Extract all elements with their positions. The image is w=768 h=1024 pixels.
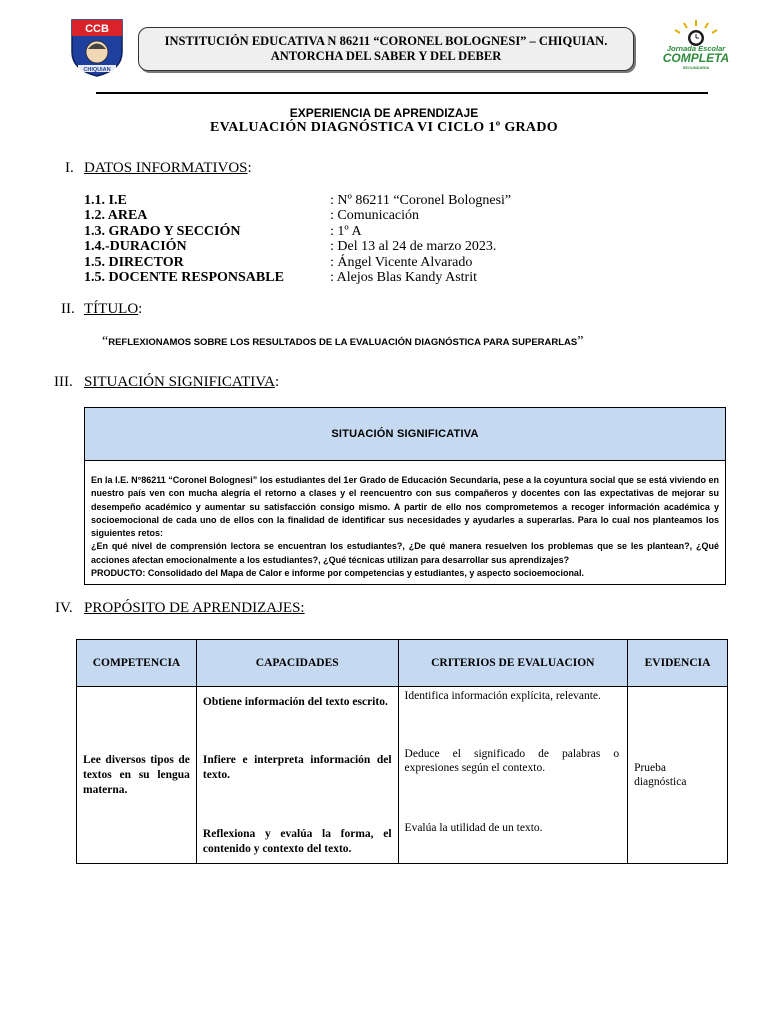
info-label-grado: 1.3. GRADO Y SECCIÓN bbox=[84, 224, 241, 239]
info-label-area: 1.2. AREA bbox=[84, 208, 148, 223]
competencia-text: Lee diversos tipos de textos en su lengua materna. bbox=[83, 753, 190, 796]
info-value-duracion: : Del 13 al 24 de marzo 2023. bbox=[330, 239, 497, 254]
section-titulo bbox=[61, 301, 142, 318]
table-header-row bbox=[77, 640, 728, 687]
header-capacidades: CAPACIDADES bbox=[196, 640, 398, 687]
proposito-table bbox=[76, 639, 728, 864]
section-colon: : bbox=[247, 160, 252, 176]
info-value-docente: : Alejos Blas Kandy Astrit bbox=[330, 270, 477, 285]
situacion-box bbox=[84, 407, 726, 585]
section-title: PROPÓSITO DE APRENDIZAJES: bbox=[84, 600, 305, 616]
experience-label: EXPERIENCIA DE APRENDIZAJE bbox=[289, 106, 479, 120]
info-value-ie: : Nº 86211 “Coronel Bolognesi” bbox=[330, 193, 512, 208]
section-title: DATOS INFORMATIVOS bbox=[84, 160, 248, 176]
situacion-body bbox=[91, 474, 719, 580]
situacion-paragraph: En la I.E. N°86211 “Coronel Bolognesi” los estudiantes del 1er Grado de Educación Secundaria, pese a la coyuntura social que se está viviendo en nuestro país ven con mucha alegría el retorno a clases y el reencuentro con sus compañeros y docentes con las expectativas de mejorar su desempeño académico y aumentar su satisfacción consigo mismo. A partir de ello nos comprometemos a recoger información académica y socioemocional de cada uno de ellos con la finalidad de identificar sus necesidades y ayudarles a superarlas. Para lo cual nos planteamos los siguientes retos: bbox=[91, 475, 719, 539]
capacidad-3: Reflexiona y evalúa la forma, el contenido y contexto del texto. bbox=[202, 828, 392, 855]
section-colon: : bbox=[274, 374, 280, 390]
capacidad-2: Infiere e interpreta información del texto. bbox=[202, 754, 392, 781]
info-value-grado: : 1º A bbox=[330, 224, 362, 239]
section-proposito bbox=[55, 600, 305, 617]
logo-top-text: Jornada Escolar bbox=[666, 44, 726, 53]
header-evidencia: EVIDENCIA bbox=[628, 640, 728, 687]
header-competencia: COMPETENCIA bbox=[77, 640, 197, 687]
situacion-product: PRODUCTO: Consolidado del Mapa de Calor e informe por competencias y estudiantes, y aspecto socioemocional. bbox=[91, 568, 584, 579]
evidencia-cell bbox=[628, 687, 728, 864]
section-number: I. bbox=[65, 160, 74, 176]
titulo-text: REFLEXIONAMOS SOBRE LOS RESULTADOS DE LA EVALUACIÓN DIAGNÓSTICA PARA SUPERARLAS bbox=[108, 337, 578, 348]
section-situacion bbox=[54, 374, 279, 391]
info-value-area: : Comunicación bbox=[330, 208, 420, 223]
experience-title-text bbox=[102, 334, 583, 350]
open-quote: “ bbox=[102, 334, 109, 349]
crest-town: CHIQUIAN bbox=[83, 67, 111, 73]
info-label-director: 1.5. DIRECTOR bbox=[84, 255, 184, 270]
table-row bbox=[77, 687, 728, 864]
section-title: SITUACIÓN SIGNIFICATIVA bbox=[84, 374, 275, 390]
close-quote: ” bbox=[577, 334, 584, 349]
criterios-cell bbox=[398, 687, 628, 864]
logo-sub-text: SECUNDARIA bbox=[682, 65, 710, 70]
header-criterios: CRITERIOS DE EVALUACION bbox=[398, 640, 628, 687]
info-label-duracion: 1.4.-DURACIÓN bbox=[84, 239, 187, 254]
jornada-completa-logo bbox=[658, 18, 734, 74]
school-crest-logo bbox=[68, 16, 126, 78]
evidencia-text: Prueba diagnóstica bbox=[634, 762, 687, 788]
document-title: EVALUACIÓN DIAGNÓSTICA VI CICLO 1º GRADO bbox=[210, 120, 558, 135]
institution-name: INSTITUCIÓN EDUCATIVA N 86211 “CORONEL BOLOGNESI” – CHIQUIAN. bbox=[164, 34, 608, 48]
crest-letters: CCB bbox=[85, 23, 109, 35]
situacion-questions: ¿En qué nivel de comprensión lectora se encuentran los estudiantes?, ¿De qué manera resuelven los problemas que se les plantean?, ¿Qué acciones afectan emocionalmente a los estudiantes?, ¿Qué técnicas utilizan para desarrollar sus aprendizajes? bbox=[91, 541, 719, 565]
capacidades-cell bbox=[196, 687, 398, 864]
section-title: TÍTULO bbox=[84, 301, 139, 317]
situacion-heading: SITUACIÓN SIGNIFICATIVA bbox=[85, 408, 725, 461]
section-number: III. bbox=[54, 374, 73, 390]
info-label-docente: 1.5. DOCENTE RESPONSABLE bbox=[84, 270, 284, 285]
section-datos-informativos bbox=[65, 160, 252, 177]
logo-main-text: COMPLETA bbox=[662, 51, 730, 65]
capacidad-1: Obtiene información del texto escrito. bbox=[202, 696, 388, 708]
criterio-1: Identifica información explícita, relevante. bbox=[404, 690, 601, 702]
info-label-ie: 1.1. I.E bbox=[84, 193, 127, 208]
criterio-2: Deduce el significado de palabras o expresiones según el contexto. bbox=[404, 748, 620, 774]
header-divider bbox=[96, 92, 708, 94]
info-value-director: : Ángel Vicente Alvarado bbox=[330, 255, 473, 270]
section-number: IV. bbox=[55, 600, 73, 616]
section-number: II. bbox=[61, 301, 75, 317]
institution-header bbox=[138, 27, 634, 71]
section-colon: : bbox=[138, 301, 143, 317]
competencia-cell bbox=[77, 687, 197, 864]
criterio-3: Evalúa la utilidad de un texto. bbox=[404, 822, 543, 834]
institution-motto: ANTORCHA DEL SABER Y DEL DEBER bbox=[270, 49, 502, 63]
